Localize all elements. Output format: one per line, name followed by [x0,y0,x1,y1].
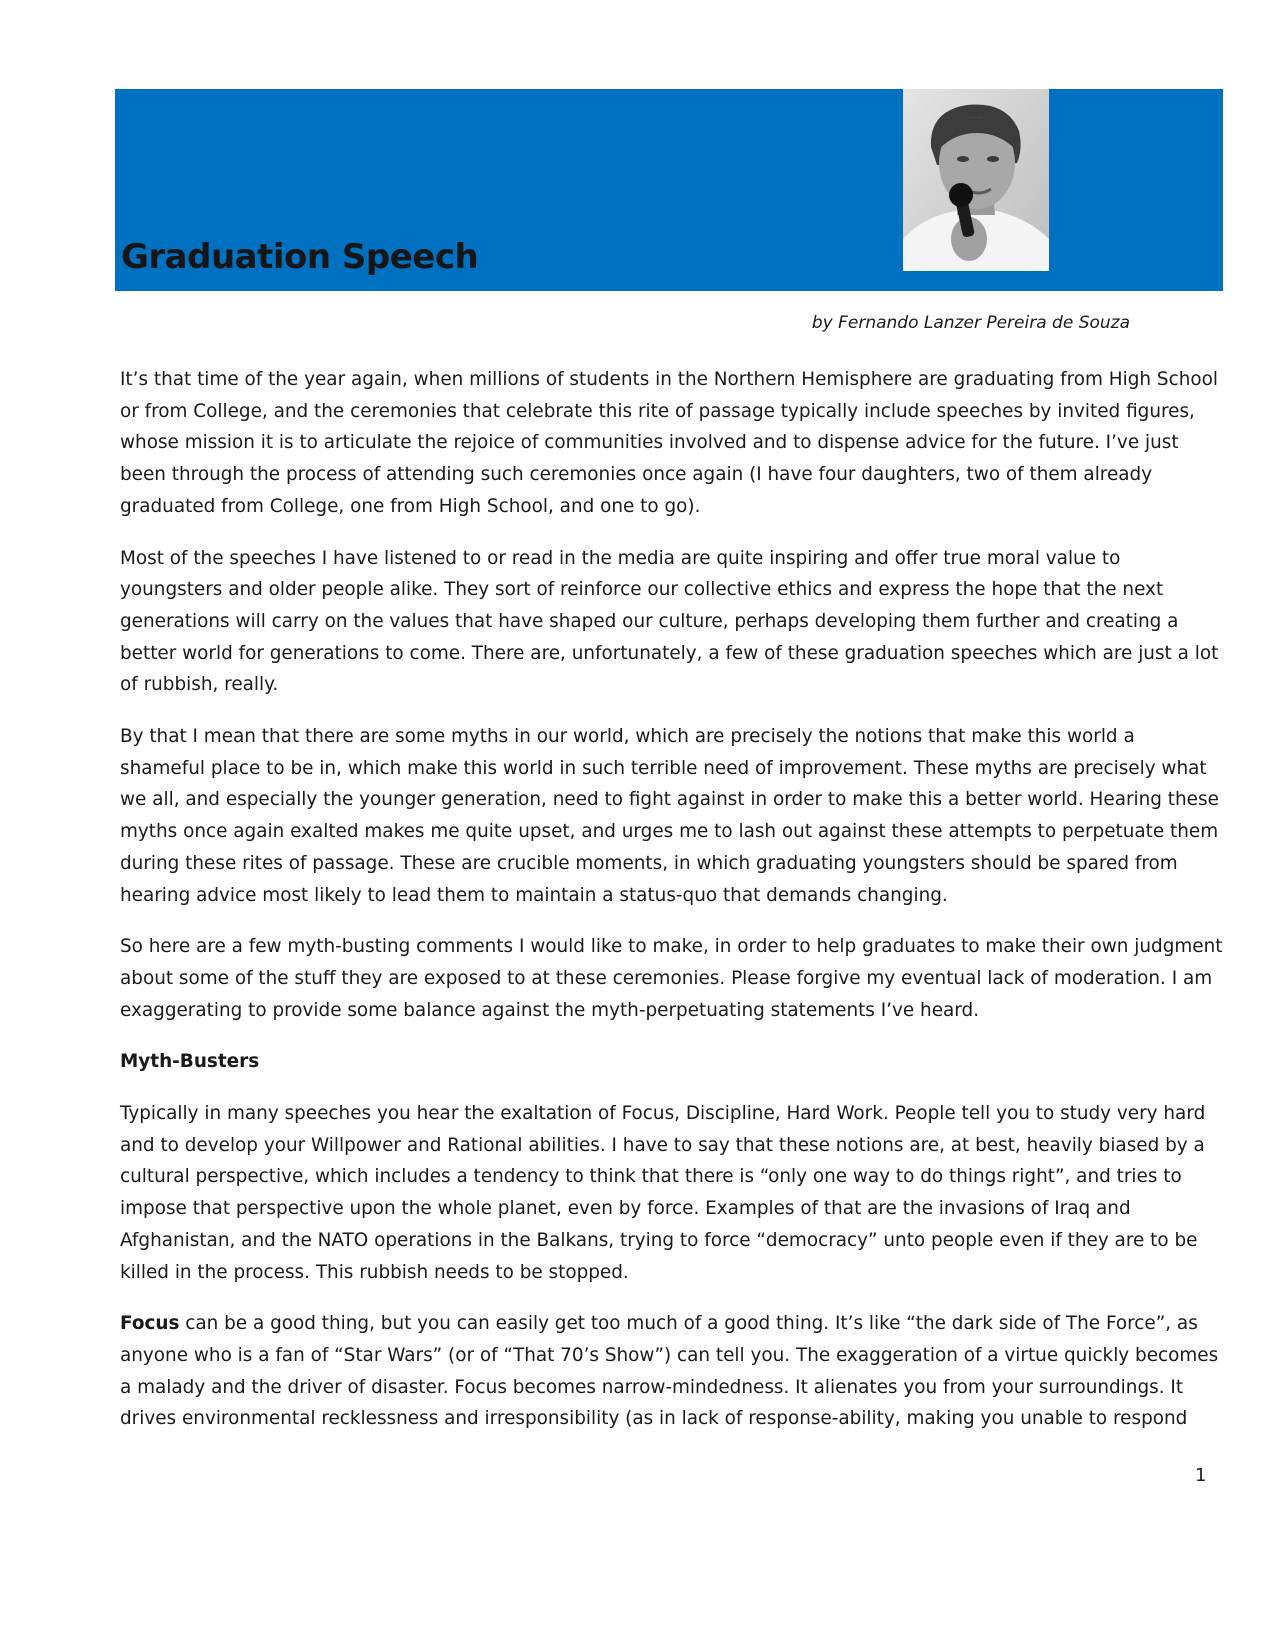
section-heading: Myth-Busters [120,1051,260,1073]
paragraph: So here are a few myth-busting comments I would like to make, in order to help graduates to make their own judgment about some of the stuff they are exposed to at these ceremonies. Please forgive my eventual lack of moderation. I am exaggerating to provide some balance against the myth-perpetuating statements I’ve heard. [120,936,1223,1021]
portrait-photo-icon [903,89,1049,271]
page-title: Graduation Speech [121,237,479,277]
paragraph: Typically in many speeches you hear the exaltation of Focus, Discipline, Hard Work. People tell you to study very hard and to develop your Willpower and Rational abilities. I have to say that these notions are, at best, heavily biased by a cultural perspective, which includes a tendency to think that there is “only one way to do things right”, and tries to impose that perspective upon the whole planet, even by force. Examples of that are the invasions of Iraq and Afghanistan, and the NATO operations in the Balkans, trying to force “democracy” unto people even if they are to be killed in the process. This rubbish needs to be stopped. [120,1103,1206,1283]
page-number: 1 [1195,1465,1207,1486]
article-body [120,364,1225,1435]
byline: by Fernando Lanzer Pereira de Souza [811,313,1130,333]
focus-bold-lead: Focus [120,1313,180,1335]
focus-text: can be a good thing, but you can easily get too much of a good thing. It’s like “the dark side of The Force”, as anyone who is a fan of “Star Wars” (or of “That 70’s Show”) can tell you. The exaggeration of a virtue quickly becomes a malady and the driver of disaster. Focus becomes narrow-mindedness. It alienates you from your surroundings. It drives environmental recklessness and irresponsibility (as in lack of response-ability, making you unable to respond [120,1313,1219,1430]
paragraph: It’s that time of the year again, when millions of students in the Northern Hemisphere are graduating from High School or from College, and the ceremonies that celebrate this rite of passage typically include speeches by invited figures, whose mission it is to articulate the rejoice of communities involved and to dispense advice for the future. I’ve just been through the process of attending such ceremonies once again (I have four daughters, two of them already graduated from College, one from High School, and one to go). [120,369,1218,517]
paragraph: Most of the speeches I have listened to or read in the media are quite inspiring and offer true moral value to youngsters and older people alike. They sort of reinforce our collective ethics and express the hope that the next generations will carry on the values that have shaped our culture, perhaps developing them further and creating a better world for generations to come. There are, unfortunately, a few of these graduation speeches which are just a lot of rubbish, really. [120,547,1219,696]
paragraph-focus [120,1308,1225,1435]
portrait-photo [903,89,1049,271]
header-banner [115,89,1223,291]
paragraph: By that I mean that there are some myths in our world, which are precisely the notions that make this world a shameful place to be in, which make this world in such terrible need of improvement. These myths are precisely what we all, and especially the younger generation, need to fight against in order to make this a better world. Hearing these myths once again exalted makes me quite upset, and urges me to lash out against these attempts to perpetuate them during these rites of passage. These are crucible moments, in which graduating youngsters should be spared from hearing advice most likely to lead them to maintain a status-quo that demands changing. [120,726,1219,906]
